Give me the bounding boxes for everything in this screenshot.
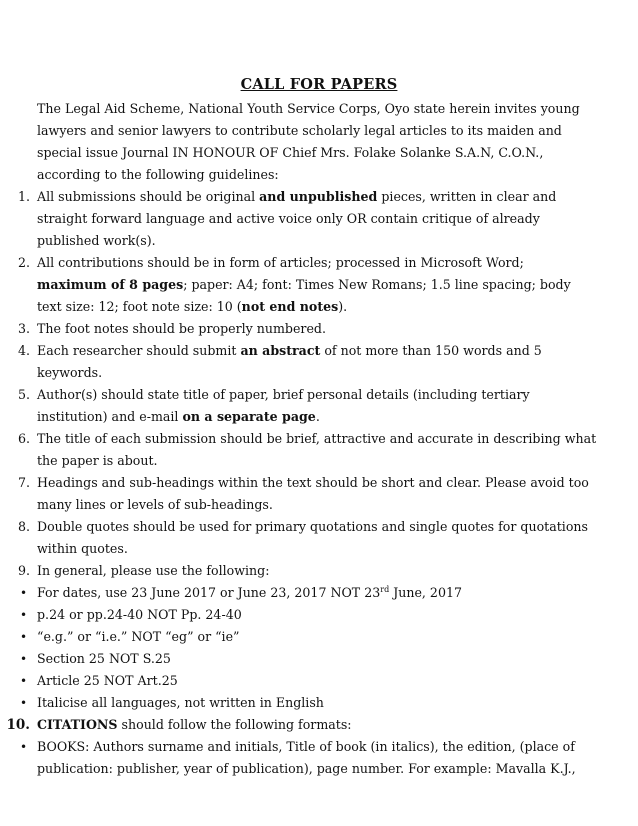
item-number: 4.	[17, 343, 30, 358]
item-number: 2.	[17, 255, 30, 270]
item-number: 3.	[17, 321, 30, 336]
item-text: ).	[338, 299, 348, 314]
item-text: ; paper: A4; font: Times New Romans; 1.5 line spacing; body text size: 12; foot note size: 10 (	[37, 277, 571, 314]
bullet-text: p.24 or pp.24-40 NOT Pp. 24-40	[37, 607, 242, 622]
bullet-item-eg	[0, 626, 597, 648]
item-number: 7.	[17, 475, 30, 490]
item-text: should follow the following formats:	[117, 717, 352, 732]
list-item-1	[0, 186, 597, 252]
bullet-item-article	[0, 670, 597, 692]
page-title: CALL FOR PAPERS	[240, 76, 398, 93]
item-bold: on a separate page	[182, 409, 316, 424]
item-number: 10.	[6, 717, 30, 733]
guidelines-list	[0, 186, 638, 780]
item-number: 1.	[17, 189, 30, 204]
bullet-text: Italicise all languages, not written in English	[37, 695, 324, 710]
item-bold: maximum of 8 pages	[37, 277, 184, 292]
bullet-text: “e.g.” or “i.e.” NOT “eg” or “ie”	[37, 629, 240, 644]
list-item-3	[0, 318, 597, 340]
bullet-item-pages	[0, 604, 597, 626]
item-bold: CITATIONS	[37, 717, 118, 732]
bullet-item-dates	[0, 582, 597, 604]
list-item-8	[0, 516, 597, 560]
item-text: Author(s) should state title of paper, brief personal details (including tertiary institution) and e-mail	[37, 387, 530, 424]
list-item-4	[0, 340, 597, 384]
item-number: 9.	[17, 563, 30, 578]
item-text: All submissions should be original	[37, 189, 260, 204]
item-text: In general, please use the following:	[37, 563, 270, 578]
list-item-7	[0, 472, 597, 516]
bullet-icon: •	[20, 652, 28, 666]
item-text: Headings and sub-headings within the text should be short and clear. Please avoid too many lines or levels of sub-headings.	[37, 475, 589, 512]
intro-paragraph: The Legal Aid Scheme, National Youth Service Corps, Oyo state herein invites young lawyers and senior lawyers to contribute scholarly legal articles to its maiden and special issue Journal IN HONOUR OF Chief Mrs. Folake Solanke S.A.N, C.O.N., according to the following guidelines:	[37, 101, 580, 182]
bullet-text: Section 25 NOT S.25	[37, 651, 171, 666]
bullet-item-books	[0, 736, 597, 780]
item-text: All contributions should be in form of articles; processed in Microsoft Word;	[37, 255, 524, 270]
list-item-6	[0, 428, 597, 472]
superscript: rd	[380, 584, 390, 594]
bullet-icon: •	[20, 674, 28, 688]
item-bold: not end notes	[241, 299, 339, 314]
item-text: of not more than 150 words and 5 keywords.	[37, 343, 542, 380]
item-text: pieces, written in clear and straight forward language and active voice only OR contain critique of already published work(s).	[37, 189, 557, 248]
bullet-text: For dates, use 23 June 2017 or June 23, 2017 NOT 23	[37, 585, 381, 600]
item-text: Each researcher should submit	[37, 343, 241, 358]
bullet-text: Article 25 NOT Art.25	[37, 673, 178, 688]
item-number: 8.	[17, 519, 30, 534]
item-bold: and unpublished	[259, 189, 378, 204]
item-text: The foot notes should be properly numbered.	[37, 321, 326, 336]
bullet-text: June, 2017	[389, 585, 462, 600]
bullet-icon: •	[20, 740, 28, 754]
bullet-icon: •	[20, 586, 28, 600]
bullet-icon: •	[20, 696, 28, 710]
item-number: 6.	[17, 431, 30, 446]
list-item-2	[0, 252, 597, 318]
item-text: .	[315, 409, 320, 424]
bullet-icon: •	[20, 608, 28, 622]
list-item-10	[0, 714, 597, 736]
list-item-9	[0, 560, 597, 582]
item-bold: an abstract	[240, 343, 321, 358]
item-text: Double quotes should be used for primary quotations and single quotes for quotations within quotes.	[37, 519, 588, 556]
bullet-item-section	[0, 648, 597, 670]
list-item-5	[0, 384, 597, 428]
bullet-text: BOOKS: Authors surname and initials, Title of book (in italics), the edition, (place of publication: publisher, year of publication), page number. For example: Mavalla K.J.,	[37, 739, 576, 776]
bullet-item-italicise	[0, 692, 597, 714]
item-text: The title of each submission should be brief, attractive and accurate in describing what the paper is about.	[37, 431, 597, 468]
item-number: 5.	[17, 387, 30, 402]
bullet-icon: •	[20, 630, 28, 644]
